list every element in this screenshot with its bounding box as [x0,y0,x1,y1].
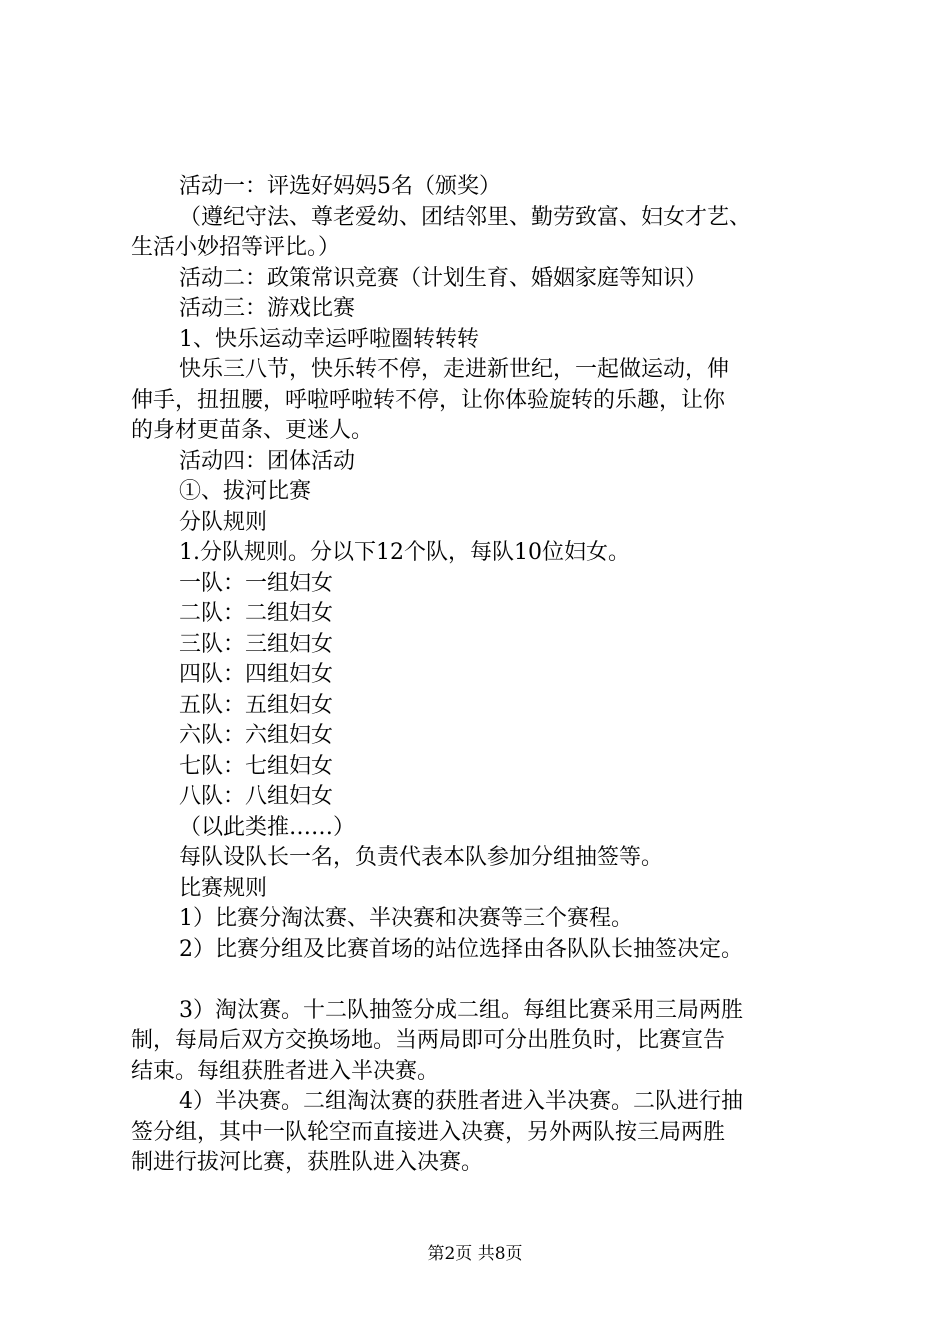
paragraph-line: ①、拔河比赛 [179,479,312,504]
paragraph-line: 1.分队规则。分以下12个队，每队10位妇女。 [179,540,630,565]
team-list-item: 四队：四组妇女 [179,662,334,687]
paragraph-line: 2）比赛分组及比赛首场的站位选择由各队队长抽签决定。 [179,936,743,962]
paragraph-line: 伸手，扭扭腰，呼啦呼啦转不停，让你体验旋转的乐趣，让你 [131,387,726,413]
paragraph-line: 活动三：游戏比赛 [179,296,356,321]
paragraph-line: 生活小妙招等评比。） [131,235,341,260]
paragraph-line: （以此类推……） [179,814,356,840]
paragraph-line: 活动四：团体活动 [179,448,356,474]
document-body [131,172,831,1179]
team-list-item: 一队：一组妇女 [179,570,334,596]
page-footer: 第2页 共8页 [427,1244,523,1264]
paragraph-line: 活动二：政策常识竞赛（计划生育、婚姻家庭等知识） [179,265,708,291]
blank-line [131,965,831,996]
paragraph-line: 分队规则 [179,509,268,535]
team-list-item: 二队：二组妇女 [179,601,334,626]
paragraph-line: 每队设队长一名，负责代表本队参加分组抽签等。 [179,845,664,870]
paragraph-line: 比赛规则 [179,875,268,901]
team-list-item: 三队：三组妇女 [179,631,334,657]
paragraph-line: 3）淘汰赛。十二队抽签分成二组。每组比赛采用三局两胜 [179,997,743,1023]
paragraph-line: 快乐三八节，快乐转不停，走进新世纪，一起做运动，伸 [179,357,730,382]
paragraph-line: 4）半决赛。二组淘汰赛的获胜者进入半决赛。二队进行抽 [179,1089,743,1114]
paragraph-line: 的身材更苗条、更迷人。 [131,418,374,443]
paragraph-line: 1、快乐运动幸运呼啦圈转转转 [179,326,479,352]
paragraph-line: （遵纪守法、尊老爱幼、团结邻里、勤劳致富、妇女才艺、 [179,204,752,230]
team-list-item: 六队：六组妇女 [179,723,334,748]
paragraph-line: 结束。每组获胜者进入半决赛。 [131,1058,440,1084]
paragraph-line: 1）比赛分淘汰赛、半决赛和决赛等三个赛程。 [179,906,633,931]
team-list-item: 七队：七组妇女 [179,753,334,779]
team-list-item: 五队：五组妇女 [179,692,334,718]
paragraph-line: 制进行拔河比赛，获胜队进入决赛。 [131,1150,484,1175]
paragraph-line: 活动一：评选好妈妈5名（颁奖） [179,174,501,199]
paragraph-line: 制，每局后双方交换场地。当两局即可分出胜负时，比赛宣告 [131,1028,726,1053]
paragraph-line: 签分组，其中一队轮空而直接进入决赛，另外两队按三局两胜 [131,1119,726,1145]
team-list-item: 八队：八组妇女 [179,784,334,809]
